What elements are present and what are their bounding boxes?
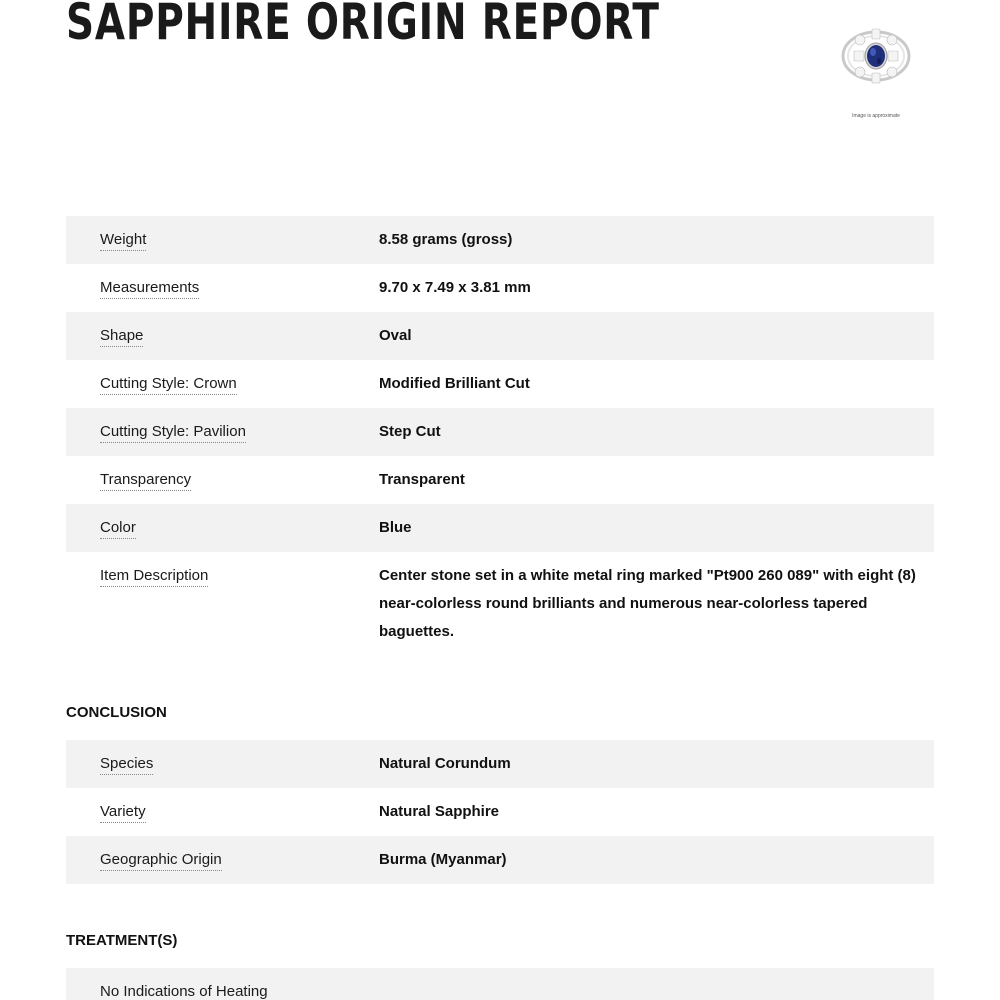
detail-label[interactable]: Color xyxy=(100,518,136,539)
detail-value: 8.58 grams (gross) xyxy=(379,231,513,248)
details-row-transparency xyxy=(66,456,934,504)
treatments-table xyxy=(66,968,934,1000)
detail-label[interactable]: Cutting Style: Crown xyxy=(100,374,237,395)
image-caption: Image is approximate xyxy=(852,113,900,119)
conclusion-row-variety xyxy=(66,788,934,836)
page-title: SAPPHIRE ORIGIN REPORT xyxy=(66,0,660,51)
detail-value: 9.70 x 7.49 x 3.81 mm xyxy=(379,279,531,296)
detail-value: Oval xyxy=(379,327,412,344)
details-row-color xyxy=(66,504,934,552)
conclusion-row-origin xyxy=(66,836,934,884)
details-row-shape xyxy=(66,312,934,360)
detail-label[interactable]: Weight xyxy=(100,230,146,251)
details-row-item-description xyxy=(66,552,934,656)
conclusion-value: Burma (Myanmar) xyxy=(379,851,507,868)
treatments-heading: TREATMENT(S) xyxy=(66,932,178,949)
details-row-weight xyxy=(66,216,934,264)
detail-label[interactable]: Cutting Style: Pavilion xyxy=(100,422,246,443)
conclusion-label[interactable]: Variety xyxy=(100,802,146,823)
conclusion-value: Natural Corundum xyxy=(379,755,511,772)
details-table xyxy=(66,216,934,656)
conclusion-row-species xyxy=(66,740,934,788)
detail-value: Blue xyxy=(379,519,412,536)
detail-label[interactable]: Measurements xyxy=(100,278,199,299)
conclusion-heading: CONCLUSION xyxy=(66,704,167,721)
sapphire-ring-image xyxy=(838,18,914,94)
conclusion-label[interactable]: Geographic Origin xyxy=(100,850,222,871)
conclusion-label[interactable]: Species xyxy=(100,754,153,775)
detail-label[interactable]: Shape xyxy=(100,326,143,347)
detail-value: Modified Brilliant Cut xyxy=(379,375,530,392)
conclusion-table xyxy=(66,740,934,884)
treatment-row xyxy=(66,968,934,1000)
detail-value: Center stone set in a white metal ring marked "Pt900 260 089" with eight (8) near-colorless round brilliants and numerous near-colorless tapered baguettes. xyxy=(379,567,916,640)
detail-label[interactable]: Item Description xyxy=(100,566,208,587)
conclusion-value: Natural Sapphire xyxy=(379,803,500,820)
details-row-crown xyxy=(66,360,934,408)
detail-value: Transparent xyxy=(379,471,465,488)
details-row-pavilion xyxy=(66,408,934,456)
treatment-label[interactable]: No Indications of Heating xyxy=(100,982,268,1000)
detail-label[interactable]: Transparency xyxy=(100,470,191,491)
detail-value: Step Cut xyxy=(379,423,441,440)
treatment-value xyxy=(379,968,934,982)
details-row-measurements xyxy=(66,264,934,312)
